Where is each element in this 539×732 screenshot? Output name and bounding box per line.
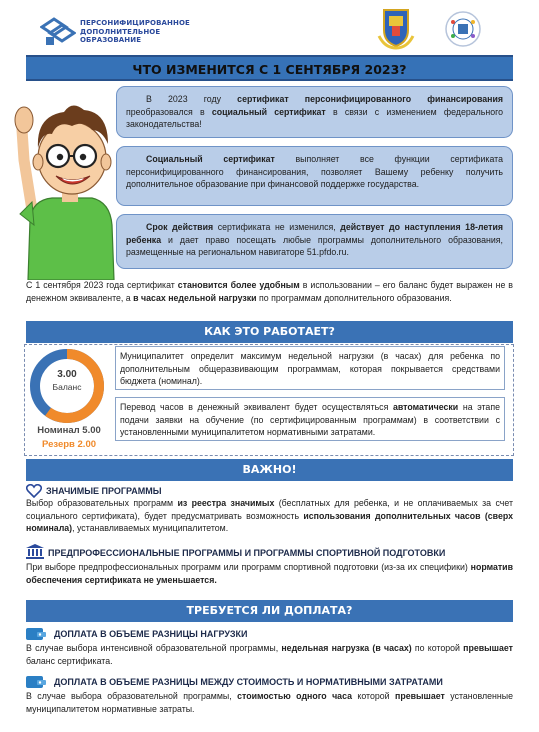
balance-value: 3.00 (57, 369, 77, 380)
cost-difference-paragraph (26, 690, 513, 715)
bubble-strong: социальный сертификат (211, 106, 326, 117)
load-difference-title: ДОПЛАТА В ОБЪЕМЕ РАЗНИЦЫ НАГРУЗКИ (54, 629, 248, 639)
para-text: установленные муниципалитетом нормативные затраты. (26, 691, 513, 714)
logo-line: ОБРАЗОВАНИЕ (80, 36, 142, 44)
payment-heading: ТРЕБУЕТСЯ ЛИ ДОПЛАТА? (26, 600, 513, 622)
significant-programs-paragraph (26, 497, 513, 535)
intro-strong: становится более удобным (177, 280, 300, 290)
institution-building-icon (26, 544, 44, 559)
panel-text: на этапе подачи заявки на обучение (по сертифицированным программам) в соответствии с установленными муниципалитетом нормативными затратами. (120, 402, 500, 437)
panel-text: Перевод часов в денежный эквивалент будет осуществляться (120, 402, 393, 412)
info-bubble-social-certificate (116, 146, 513, 206)
wallet-icon (26, 626, 46, 640)
bubble-text: сертификата не изменился, (213, 222, 341, 232)
nominal-value: Номинал 5.00 (37, 425, 101, 436)
logo-text (80, 19, 190, 45)
intro-text: С 1 сентября 2023 года сертификат (26, 280, 178, 290)
panel-text: Муниципалитет определит максимум недельной нагрузки (в часах) для ребенка по дополнительным общеразвивающим программам, которая покрывается средствами бюджета (номинал). (120, 351, 500, 386)
preprofessional-programs-title: ПРЕДПРОФЕССИОНАЛЬНЫЕ ПРОГРАММЫ И ПРОГРАММЫ СПОРТИВНОЙ ПОДГОТОВКИ (48, 548, 446, 558)
bubble-text: в связи с изменением федерального законодательства! (126, 106, 503, 129)
intro-strong: в часах недельной нагрузки (133, 292, 257, 303)
para-strong: из реестра значимых (177, 498, 275, 508)
panel-strong: автоматически (392, 402, 459, 412)
para-strong: недельная нагрузка (в часах) (281, 643, 412, 653)
para-text: , устанавливаемых муниципалитетом. (72, 523, 229, 533)
intro-text: по программам дополнительного образования. (256, 292, 452, 303)
para-text: В случае выбора образовательной программы, (26, 691, 238, 701)
pdo-logo-icon (40, 17, 76, 47)
load-difference-paragraph (26, 642, 513, 667)
info-bubble-rename (116, 86, 513, 138)
para-strong: использования дополнительных часов (сверх номинала) (26, 510, 513, 533)
education-round-logo-icon (444, 10, 482, 48)
para-text: Выбор образовательных программ (26, 498, 178, 508)
preprofessional-programs-paragraph (26, 561, 513, 586)
how-panel-municipality (115, 346, 505, 390)
reserve-value: Резерв 2.00 (41, 439, 97, 450)
bubble-text: В 2023 году (146, 94, 238, 104)
para-text: В случае выбора интенсивной образовательной программы, (26, 643, 282, 653)
bubble-strong: Срок действия (146, 222, 214, 232)
cost-difference-title: ДОПЛАТА В ОБЪЕМЕ РАЗНИЦЫ МЕЖДУ СТОИМОСТЬ И НОРМАТИВНЫМИ ЗАТРАТАМИ (54, 677, 443, 687)
para-text: При выборе предпрофессиональных программ или программ спортивной подготовки (из-за их специфики) (26, 562, 471, 572)
bubble-text: выполняет все функции сертификата персонифицированного финансирования, позволяет Вашему ребенку получить дополнительное образование при финансовой поддержке государства. (126, 154, 503, 189)
para-text: которой (351, 691, 396, 701)
city-emblem-icon (377, 6, 415, 50)
logo-line: ПЕРСОНИФИЦИРОВАННОЕ (80, 19, 190, 27)
logo-line: ДОПОЛНИТЕЛЬНОЕ (80, 27, 161, 36)
para-text: по которой (411, 643, 464, 653)
significant-programs-title: ЗНАЧИМЫЕ ПРОГРАММЫ (46, 486, 162, 496)
wallet-icon (26, 674, 46, 688)
intro-paragraph (26, 279, 513, 304)
bubble-text: преобразовался в (126, 106, 212, 117)
bubble-strong: сертификат персонифицированного финансирования (237, 94, 504, 104)
important-heading: ВАЖНО! (26, 459, 513, 481)
balance-label: Баланс (52, 382, 82, 392)
bubble-strong: Социальный сертификат (146, 154, 275, 164)
heart-icon (26, 484, 42, 498)
para-strong: стоимостью одного часа (237, 691, 352, 701)
para-strong: превышает (395, 691, 445, 701)
header (0, 0, 539, 58)
intro-text: в использовании – его баланс будет выражен не в денежном эквиваленте, а (26, 280, 513, 303)
para-text: баланс сертификата. (26, 655, 113, 666)
para-strong: норматив обеспечения сертификата не уменьшается. (26, 562, 513, 585)
bubble-text: и дает право посещать любые программы дополнительного образования, размещенные на региональном навигаторе 51.pfdo.ru. (126, 234, 503, 257)
page-title: ЧТО ИЗМЕНИТСЯ С 1 СЕНТЯБРЯ 2023? (26, 55, 513, 81)
info-bubble-validity (116, 214, 513, 269)
how-it-works-heading: КАК ЭТО РАБОТАЕТ? (26, 321, 513, 343)
para-strong: превышает (463, 643, 513, 653)
bubble-strong: действует до наступления 18-летия ребенка (126, 222, 503, 245)
boy-waving-illustration-icon (12, 90, 122, 280)
how-panel-conversion (115, 397, 505, 441)
para-text: (бесплатных для ребенка, и не оплачиваемых за счет социального сертификата), будет предусматривать возможность (26, 498, 513, 521)
